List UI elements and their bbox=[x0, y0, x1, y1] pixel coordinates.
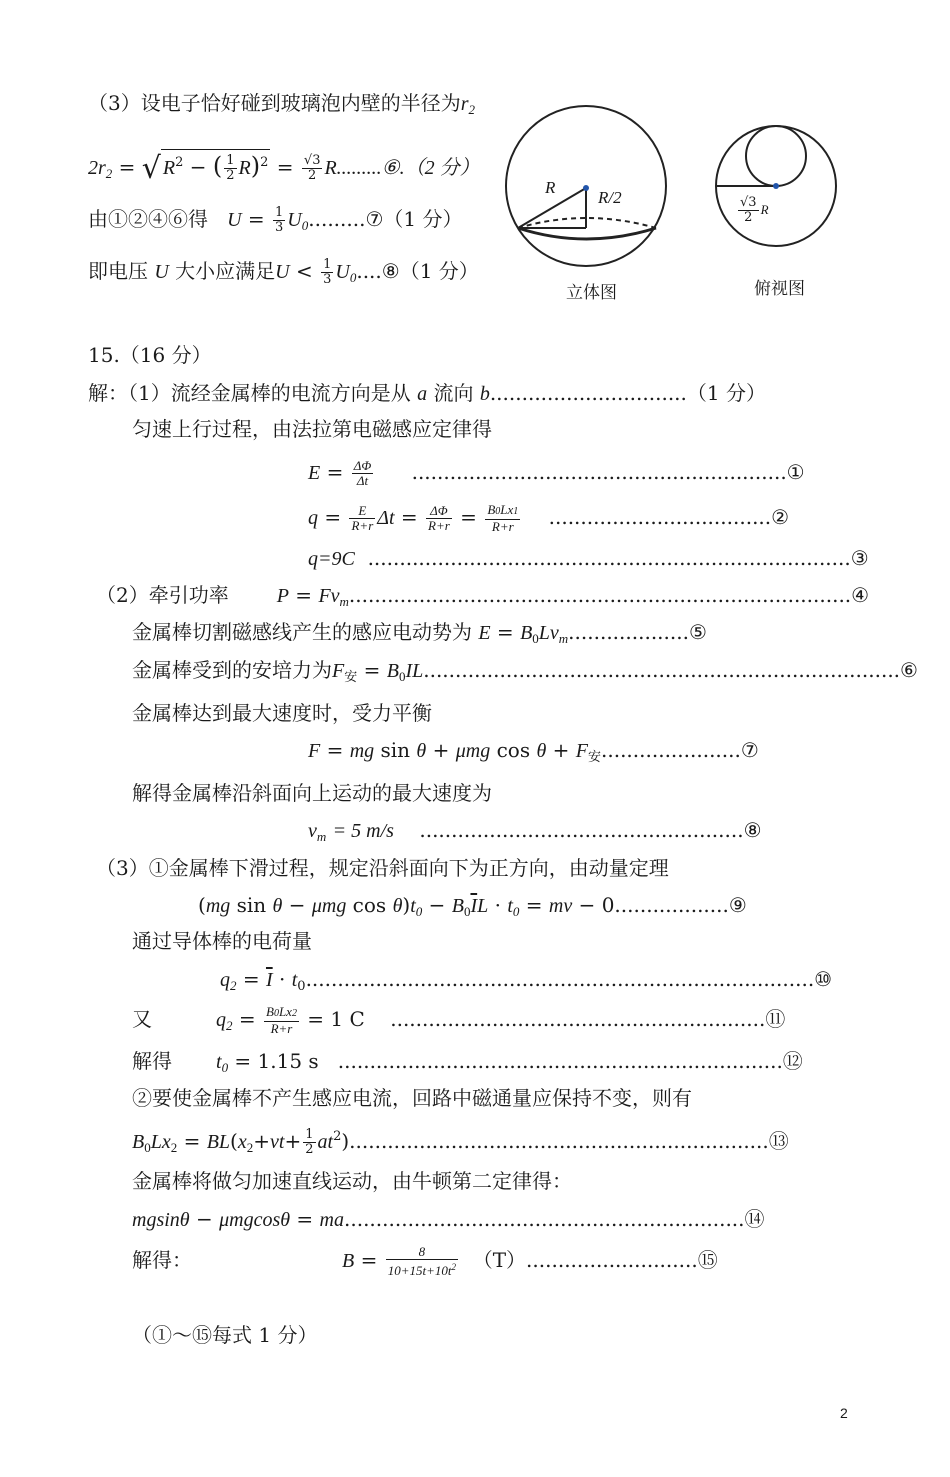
fig2-label: $\frac{√3}{2}$ R bbox=[740, 195, 769, 225]
eq5: 金属棒切割磁感线产生的感应电动势为 $E = B_0Lv_m...................⑤$ bbox=[132, 620, 707, 646]
page-number: 2 bbox=[840, 1405, 848, 1421]
q15-line14: 金属棒将做匀加速直线运动，由牛顿第二定律得： bbox=[132, 1169, 572, 1193]
fig1-caption: 立体图 bbox=[566, 283, 617, 303]
fig2-caption: 俯视图 bbox=[754, 279, 805, 299]
eq4: （2）牵引功率 $P = Fv_m...............................................................................④$ bbox=[96, 583, 870, 609]
q15-footer: （①～⑮每式 1 分） bbox=[132, 1323, 318, 1347]
q15-line8: 解得金属棒沿斜面向上运动的最大速度为 bbox=[132, 781, 492, 805]
q15-line2: 匀速上行过程，由法拉第电磁感应定律得 bbox=[132, 417, 492, 441]
q15-line10: 通过导体棒的电荷量 bbox=[132, 929, 312, 953]
eq2: q = $\frac{E}{R+r}$ Δt = $\frac{\Delta\Phi}{R+r}$ = $\frac{B0Lx1}{R+r}$ ...................................② bbox=[308, 502, 790, 534]
q15-line9: （3）①金属棒下滑过程，规定沿斜面向下为正方向，由动量定理 bbox=[96, 856, 669, 880]
q15-line7: 金属棒达到最大速度时，受力平衡 bbox=[132, 701, 432, 725]
eq6: 金属棒受到的安培力为$F_安$ = $B_0IL...........................................................................⑥$ bbox=[132, 658, 918, 685]
q15-line1: 解：（1）流经金属棒的电流方向是从 a 流向 b...............................（1 分） bbox=[88, 381, 766, 405]
eq10: $q_2 = \overline{I}$ · $t_0................................................................................⑩$ bbox=[220, 967, 833, 994]
eq8-line: 即电压 U 大小应满足U < $\frac{1}{3}$ $U_0....⑧(1$ 分） bbox=[88, 257, 479, 287]
eq14: mgsinθ − μmgcosθ = ma...............................................................⑭ bbox=[132, 1207, 765, 1231]
fig1-label-R2: R/2 bbox=[598, 188, 622, 207]
fig1-label-R: R bbox=[545, 178, 556, 197]
sphere-top-figure bbox=[708, 118, 844, 254]
part3-line1: （3）设电子恰好碰到玻璃泡内壁的半径为$r_2$ bbox=[88, 91, 476, 117]
eq11: 又 $q_2$ = $\frac{B0Lx2}{R+r}$ = 1 C ...........................................................⑪ bbox=[132, 1004, 786, 1036]
eq9: (mg sin θ − μmg $\cos \theta)t_0 - B_0\overline{I}L \cdot t_0$ = mv − 0..................⑨ bbox=[198, 893, 747, 919]
eq6-line: $2r_2$ = √ $R^2$ − ( $\frac{1}{2}$ R)$^2$ = $\frac{√3}{2}$ R.........⑥.（2 分） bbox=[88, 151, 480, 186]
q15-line13: ②要使金属棒不产生感应电流，回路中磁通量应保持不变，则有 bbox=[132, 1086, 692, 1110]
sphere-3d-figure bbox=[500, 100, 675, 275]
q15-header: 15.（16 分） bbox=[88, 343, 212, 367]
eq15: 解得： B = $\frac{8}{10+15t+10t^2}$ （T）...........................⑮ bbox=[132, 1244, 718, 1278]
eq8: $v_m = 5$ m/s ...................................................⑧ bbox=[308, 818, 762, 844]
eq3: q=9C ............................................................................③ bbox=[308, 546, 869, 570]
eq7-line: 由①②④⑥得 U = $\frac{1}{3}$ $U_0.........⑦(1$ 分） bbox=[88, 205, 463, 235]
eq7: F = mg sin θ + μmg $\cos \theta + F_安......................⑦$ bbox=[308, 738, 759, 765]
eq12: 解得 $t_0 = 1.15$ s ......................................................................⑫ bbox=[132, 1049, 803, 1075]
eq1: E = $\frac{\Delta\Phi}{\Delta t}$ ...........................................................① bbox=[308, 458, 805, 488]
eq13: $B_0Lx_2 = BL(x_2+vt+$ $\frac{1}{2}$ $at^2)..................................................................⑬$ bbox=[132, 1127, 789, 1157]
